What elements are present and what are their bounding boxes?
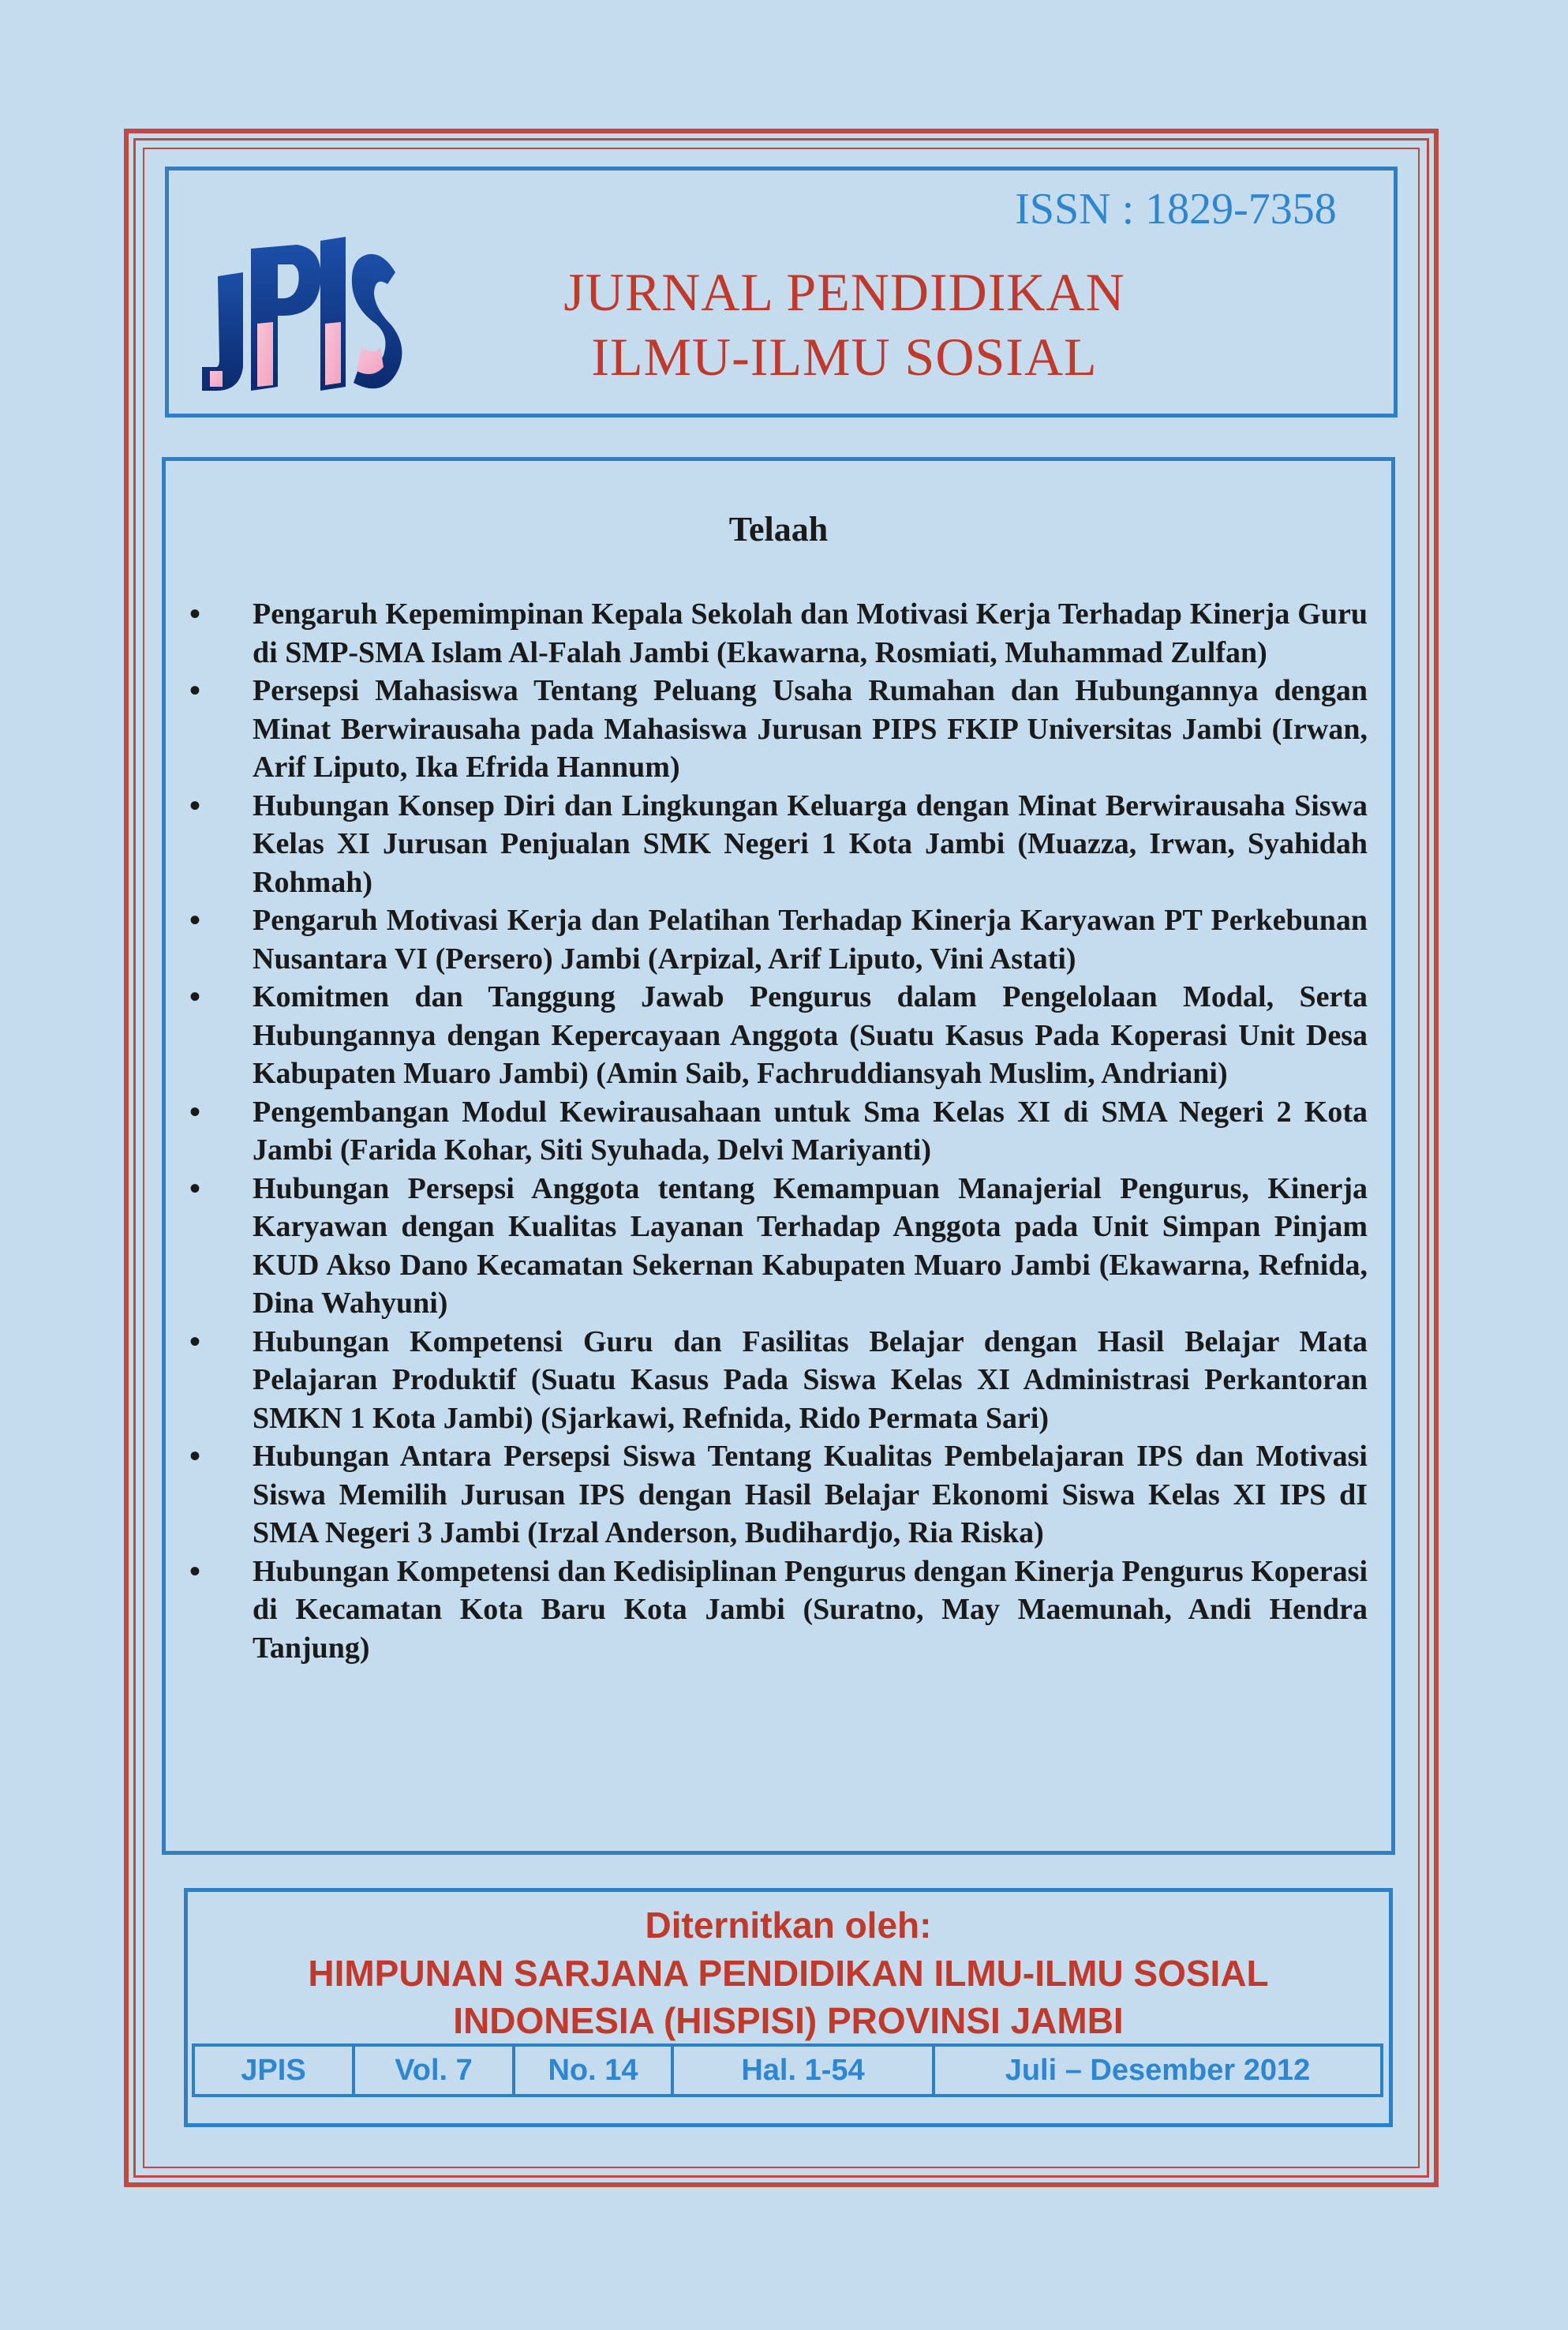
jpis-logo (194, 229, 407, 403)
journal-title-line-2: ILMU-ILMU SOSIAL (591, 327, 1098, 387)
article-item (189, 787, 1368, 902)
article-item (189, 978, 1368, 1093)
article-item (189, 1093, 1368, 1170)
article-title: • Hubungan Antara Persepsi Siswa Tentang Kualitas Pembelajaran IPS dan Motivasi Siswa Memilih Jurusan IPS dengan Hasil Belajar Ekonomi Siswa Kelas XI IPS dI SMA Negeri 3 Jambi (Irzal Anderson, Budihardjo, Ria Riska) (253, 1440, 1368, 1549)
section-title: Telaah (728, 510, 829, 549)
journal-code: JPIS (195, 2047, 355, 2094)
article-item (189, 1553, 1368, 1668)
publisher-line-1: HIMPUNAN SARJANA PENDIDIKAN ILMU-ILMU SOSIAL (308, 1953, 1269, 1994)
article-item (189, 901, 1368, 978)
article-title: • Pengembangan Modul Kewirausahaan untuk Sma Kelas XI di SMA Negeri 2 Kota Jambi (Farida Kohar, Siti Syuhada, Delvi Mariyanti) (253, 1095, 1368, 1167)
article-title: • Hubungan Persepsi Anggota tentang Kemampuan Manajerial Pengurus, Kinerja Karyawan dengan Kualitas Layanan Terhadap Anggota pada Unit Simpan Pinjam KUD Akso Dano Kecamatan Sekernan Kabupaten Muaro Jambi (Ekawarna, Refnida, Dina Wahyuni) (253, 1171, 1368, 1320)
article-item (189, 595, 1368, 672)
article-item (189, 1323, 1368, 1438)
page-range: Hal. 1-54 (674, 2047, 935, 2094)
article-title: • Pengaruh Kepemimpinan Kepala Sekolah dan Motivasi Kerja Terhadap Kinerja Guru di SMP-SMA Islam Al-Falah Jambi (Ekawarna, Rosmiati, Muhammad Zulfan) (253, 597, 1368, 669)
article-title: • Persepsi Mahasiswa Tentang Peluang Usaha Rumahan dan Hubungannya dengan Minat Berwirausaha pada Mahasiswa Jurusan PIPS FKIP Universitas Jambi (Irwan, Arif Liputo, Ika Efrida Hannum) (253, 674, 1368, 784)
issue-info-table (192, 2043, 1383, 2097)
article-item (189, 672, 1368, 787)
volume: Vol. 7 (355, 2047, 515, 2094)
article-item (189, 1437, 1368, 1553)
publisher-line-2: INDONESIA (HISPISI) PROVINSI JAMBI (453, 2000, 1124, 2041)
journal-title-line-1: JURNAL PENDIDIKAN (563, 262, 1125, 322)
issue-number: No. 14 (515, 2047, 674, 2094)
article-title: • Pengaruh Motivasi Kerja dan Pelatihan Terhadap Kinerja Karyawan PT Perkebunan Nusantara VI (Persero) Jambi (Arpizal, Arif Liputo, Vini Astati) (253, 904, 1368, 976)
article-title: • Hubungan Konsep Diri dan Lingkungan Keluarga dengan Minat Berwirausaha Siswa Kelas XI Jurusan Penjualan SMK Negeri 1 Kota Jambi (Muazza, Irwan, Syahidah Rohmah) (253, 789, 1368, 899)
published-by-label: Diternitkan oleh: (645, 1905, 932, 1946)
article-item (189, 1170, 1368, 1323)
publication-period: Juli – Desember 2012 (1005, 2053, 1311, 2087)
issn-number: ISSN : 1829-7358 (1015, 185, 1337, 234)
article-title: • Hubungan Kompetensi Guru dan Fasilitas Belajar dengan Hasil Belajar Mata Pelajaran Produktif (Suatu Kasus Pada Siswa Kelas XI Administrasi Perkantoran SMKN 1 Kota Jambi) (Sjarkawi, Refnida, Rido Permata Sari) (253, 1324, 1368, 1435)
article-list (189, 595, 1368, 1667)
article-title: • Hubungan Kompetensi dan Kedisiplinan Pengurus dengan Kinerja Pengurus Koperasi di Kecamatan Kota Baru Kota Jambi (Suratno, May Maemunah, Andi Hendra Tanjung) (253, 1554, 1368, 1665)
article-title: • Komitmen dan Tanggung Jawab Pengurus dalam Pengelolaan Modal, Serta Hubungannya dengan Kepercayaan Anggota (Suatu Kasus Pada Koperasi Unit Desa Kabupaten Muaro Jambi) (Amin Saib, Fachruddiansyah Muslim, Andriani) (253, 980, 1368, 1090)
